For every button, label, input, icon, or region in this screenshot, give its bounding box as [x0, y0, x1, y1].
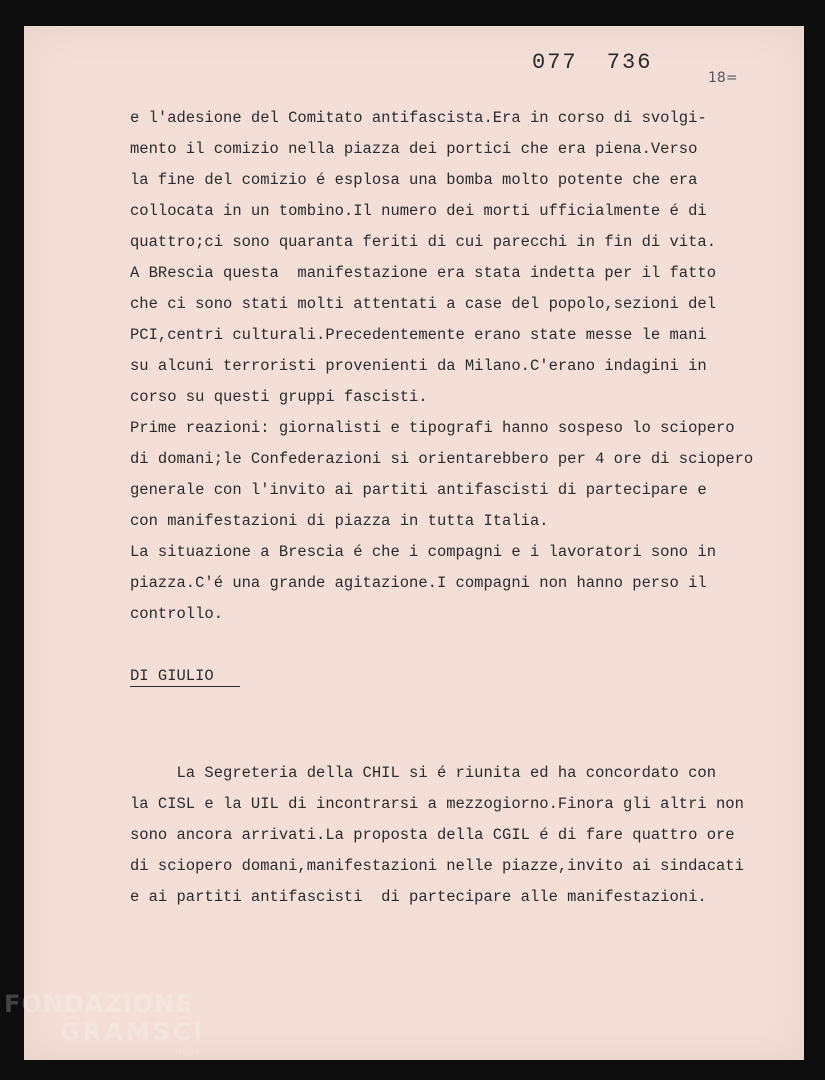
text-line: PCI,centri culturali.Precedentemente erano state messe le mani	[130, 326, 707, 344]
text-line: la fine del comizio é esplosa una bomba molto potente che era	[130, 171, 698, 189]
text-line: corso su questi gruppi fascisti.	[130, 388, 428, 406]
text-line: la CISL e la UIL di incontrarsi a mezzogiorno.Finora gli altri non	[130, 795, 744, 813]
text-line: e ai partiti antifascisti di partecipare alle manifestazioni.	[130, 888, 707, 906]
watermark-line-3: onlus	[172, 1046, 199, 1057]
text-line: mento il comizio nella piazza dei portici che era piena.Verso	[130, 140, 698, 158]
fondazione-gramsci-watermark	[4, 990, 205, 1058]
text-line: controllo.	[130, 605, 224, 623]
text-line: con manifestazioni di piazza in tutta Italia.	[130, 512, 549, 530]
page-number: 077 736	[532, 50, 653, 75]
paragraph-2	[130, 758, 790, 913]
text-line: su alcuni terroristi provenienti da Milano.C'erano indagini in	[130, 357, 707, 375]
handwritten-note: 18=	[708, 70, 738, 86]
text-line: La Segreteria della CHIL si é riunita ed ha concordato con	[130, 764, 716, 782]
document-page	[24, 26, 804, 1060]
text-line: di domani;le Confederazioni si orientarebbero per 4 ore di sciopero	[130, 450, 754, 468]
watermark-line-2: GRAMSCI	[60, 1018, 206, 1046]
text-line: e l'adesione del Comitato antifascista.Era in corso di svolgi-	[130, 109, 707, 127]
text-line: La situazione a Brescia é che i compagni e i lavoratori sono in	[130, 543, 716, 561]
text-line: che ci sono stati molti attentati a case del popolo,sezioni del	[130, 295, 716, 313]
text-line: di sciopero domani,manifestazioni nelle piazze,invito ai sindacati	[130, 857, 744, 875]
watermark-line-1: FONDAZIONE	[4, 990, 193, 1018]
text-line: collocata in un tombino.Il numero dei morti ufficialmente é di	[130, 202, 707, 220]
text-line: sono ancora arrivati.La proposta della CGIL é di fare quattro ore	[130, 826, 735, 844]
paragraph-1	[130, 103, 790, 630]
text-line: quattro;ci sono quaranta feriti di cui parecchi in fin di vita.	[130, 233, 716, 251]
text-line: piazza.C'é una grande agitazione.I compagni non hanno perso il	[130, 574, 707, 592]
text-line: generale con l'invito ai partiti antifascisti di partecipare e	[130, 481, 707, 499]
text-line: Prime reazioni: giornalisti e tipografi hanno sospeso lo sciopero	[130, 419, 735, 437]
text-line: A BRescia questa manifestazione era stata indetta per il fatto	[130, 264, 716, 282]
section-heading: DI GIULIO	[130, 666, 240, 687]
